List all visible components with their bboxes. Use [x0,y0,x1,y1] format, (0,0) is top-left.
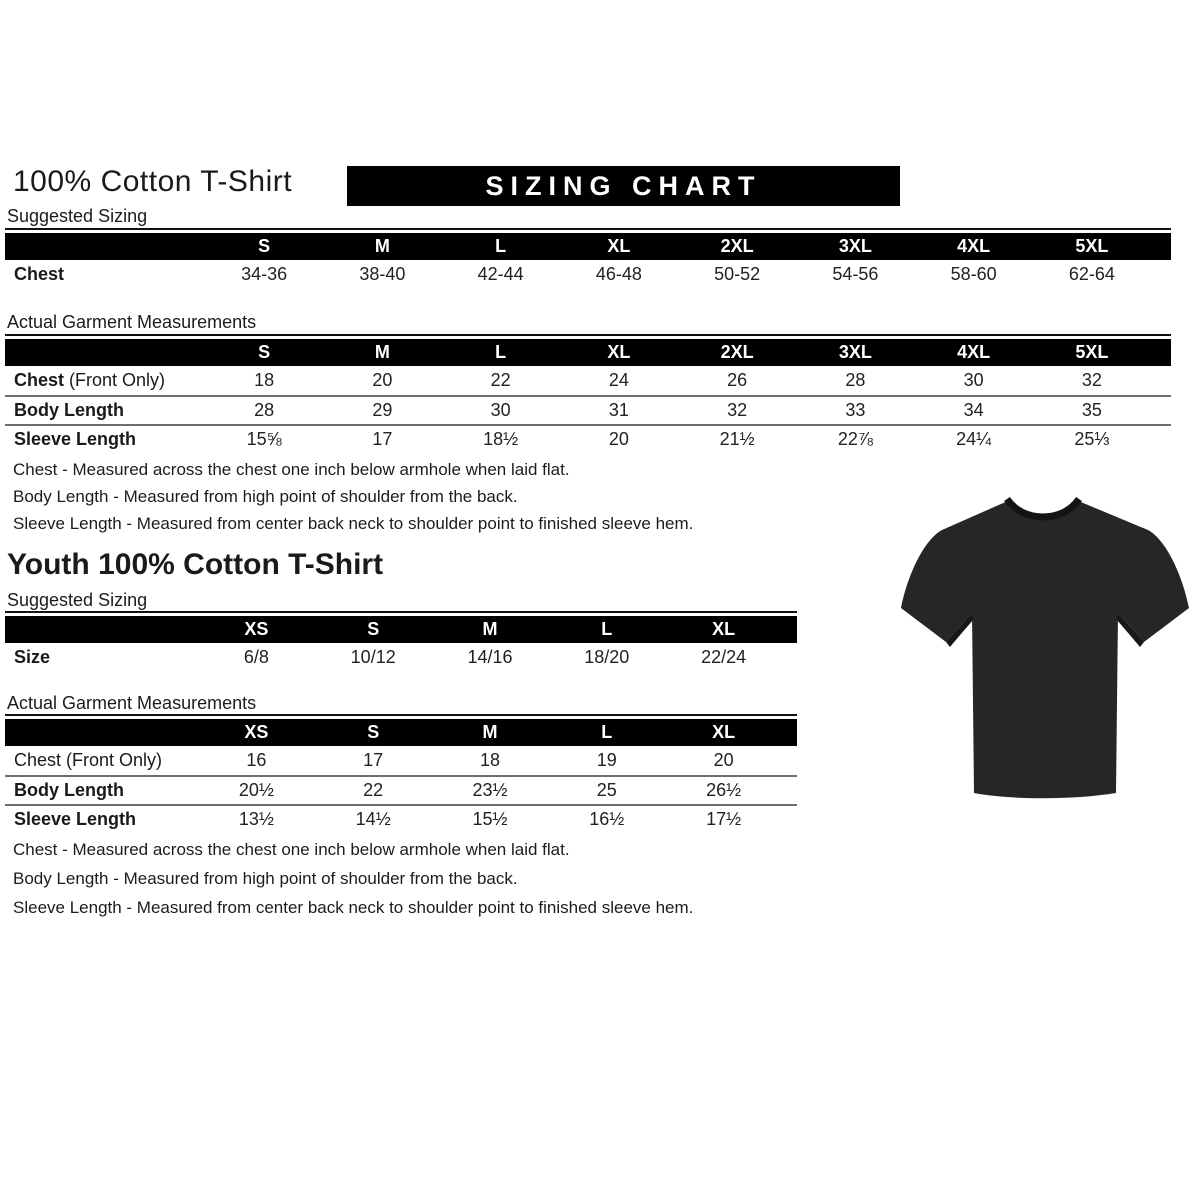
adult-suggested-sizing-table [5,228,1171,289]
table-header-row [5,719,797,746]
tshirt-product-photo [893,477,1193,825]
table-cell: 18 [254,370,275,390]
table-cell: 16 [246,750,267,770]
table-row [5,775,797,804]
table-row [5,643,797,672]
table-cell: 25⅓ [1074,429,1110,449]
table-cell: 20½ [238,780,274,800]
row-label [5,400,205,421]
youth-suggested-sizing-label: Suggested Sizing [7,590,148,610]
table-header-row [5,339,1171,366]
table-cell: 35 [1081,400,1102,420]
table-cell: 17 [372,429,393,449]
note-line: Sleeve Length - Measured from center back neck to shoulder point to finished sleeve hem. [13,898,694,917]
column-header: L [495,236,507,256]
column-header: 2XL [720,342,754,362]
table-cell: 22/24 [701,647,747,667]
table-cell: 26½ [706,780,742,800]
column-header: L [495,342,507,362]
row-label-text: Size [14,647,51,667]
table-cell: 46-48 [595,264,642,284]
table-cell: 18½ [483,429,519,449]
table-row [5,395,1171,424]
note-line: Body Length - Measured from high point of shoulder from the back. [13,487,518,506]
table-cell: 33 [845,400,866,420]
youth-actual-measurements-label: Actual Garment Measurements [7,693,257,713]
column-header: XL [607,236,631,256]
column-header: XL [712,619,736,639]
column-header: M [482,619,498,639]
row-label [5,780,198,801]
table-cell: 31 [608,400,629,420]
table-row [5,804,797,833]
table-row [5,260,1171,289]
table-cell: 10/12 [350,647,396,667]
column-header: 4XL [957,236,991,256]
column-header: S [367,722,380,742]
table-cell: 19 [596,750,617,770]
table-cell: 38-40 [359,264,406,284]
table-cell: 32 [727,400,748,420]
column-header: XL [607,342,631,362]
row-label [5,750,198,771]
row-label [5,647,198,668]
table-cell: 23½ [472,780,508,800]
table-row [5,366,1171,395]
note-line: Chest - Measured across the chest one inch below armhole when laid flat. [13,840,570,859]
table-cell: 30 [490,400,511,420]
table-cell: 28 [254,400,275,420]
column-header: L [601,619,613,639]
table-cell: 20 [608,429,629,449]
column-header: S [367,619,380,639]
adult-actual-measurements-label: Actual Garment Measurements [7,312,257,332]
table-row [5,424,1171,453]
row-label [5,809,198,830]
sizing-chart-banner [347,166,900,206]
youth-suggested-sizing-table [5,611,797,672]
table-cell: 17 [363,750,384,770]
row-label-text: Sleeve Length [14,429,137,449]
table-cell: 34-36 [241,264,288,284]
column-header: 5XL [1075,236,1109,256]
column-header: S [258,236,271,256]
table-header-row [5,616,797,643]
table-cell: 22 [363,780,384,800]
table-cell: 15⅝ [246,429,282,449]
table-cell: 42-44 [477,264,524,284]
column-header: 3XL [838,342,872,362]
youth-section-title: Youth 100% Cotton T-Shirt [7,548,384,581]
row-label-text: Chest [14,370,65,390]
note-line: Chest - Measured across the chest one inch below armhole when laid flat. [13,460,570,479]
table-cell: 32 [1081,370,1102,390]
sizing-chart-banner-label: SIZING CHART [485,170,762,201]
table-cell: 62-64 [1068,264,1115,284]
column-header: XS [244,619,269,639]
adult-measurement-notes [13,460,693,541]
table-cell: 18 [479,750,500,770]
column-header: M [482,722,498,742]
table-header-row [5,233,1171,260]
table-cell: 28 [845,370,866,390]
row-label [5,264,205,285]
table-cell: 58-60 [950,264,997,284]
youth-measurement-notes [13,840,693,927]
table-cell: 29 [372,400,393,420]
table-cell: 30 [963,370,984,390]
column-header: XS [244,722,269,742]
page-title: 100% Cotton T-Shirt [13,165,293,198]
adult-actual-measurements-table [5,334,1171,453]
table-cell: 22 [490,370,511,390]
row-label-text: Chest [14,264,65,284]
table-cell: 54-56 [832,264,879,284]
youth-actual-measurements-table [5,714,797,833]
row-label [5,429,205,450]
table-cell: 13½ [238,809,274,829]
table-cell: 20 [713,750,734,770]
table-cell: 34 [963,400,984,420]
table-cell: 22⅞ [837,429,873,449]
table-cell: 18/20 [584,647,630,667]
row-label-text: Sleeve Length [14,809,137,829]
column-header: L [601,722,613,742]
tshirt-silhouette [901,500,1189,798]
table-cell: 20 [372,370,393,390]
table-cell: 50-52 [714,264,761,284]
column-header: 5XL [1075,342,1109,362]
table-cell: 6/8 [243,647,269,667]
adult-suggested-sizing-label: Suggested Sizing [7,206,148,226]
table-cell: 21½ [719,429,755,449]
row-label [5,370,205,391]
table-cell: 24¼ [956,429,992,449]
table-cell: 25 [596,780,617,800]
column-header: M [374,342,390,362]
column-header: XL [712,722,736,742]
table-cell: 14½ [355,809,391,829]
column-header: 4XL [957,342,991,362]
table-cell: 14/16 [467,647,513,667]
column-header: M [374,236,390,256]
row-label-text: Body Length [14,780,124,800]
row-label-suffix: (Front Only) [64,370,166,390]
table-cell: 15½ [472,809,508,829]
table-cell: 16½ [589,809,625,829]
row-label-text: Body Length [14,400,124,420]
column-header: 2XL [720,236,754,256]
column-header: S [258,342,271,362]
note-line: Body Length - Measured from high point of shoulder from the back. [13,869,518,888]
row-label-text: Chest (Front Only) [14,750,163,770]
note-line: Sleeve Length - Measured from center back neck to shoulder point to finished sleeve hem. [13,514,694,533]
table-cell: 26 [727,370,748,390]
table-row [5,746,797,775]
table-cell: 24 [608,370,629,390]
column-header: 3XL [838,236,872,256]
table-cell: 17½ [706,809,742,829]
